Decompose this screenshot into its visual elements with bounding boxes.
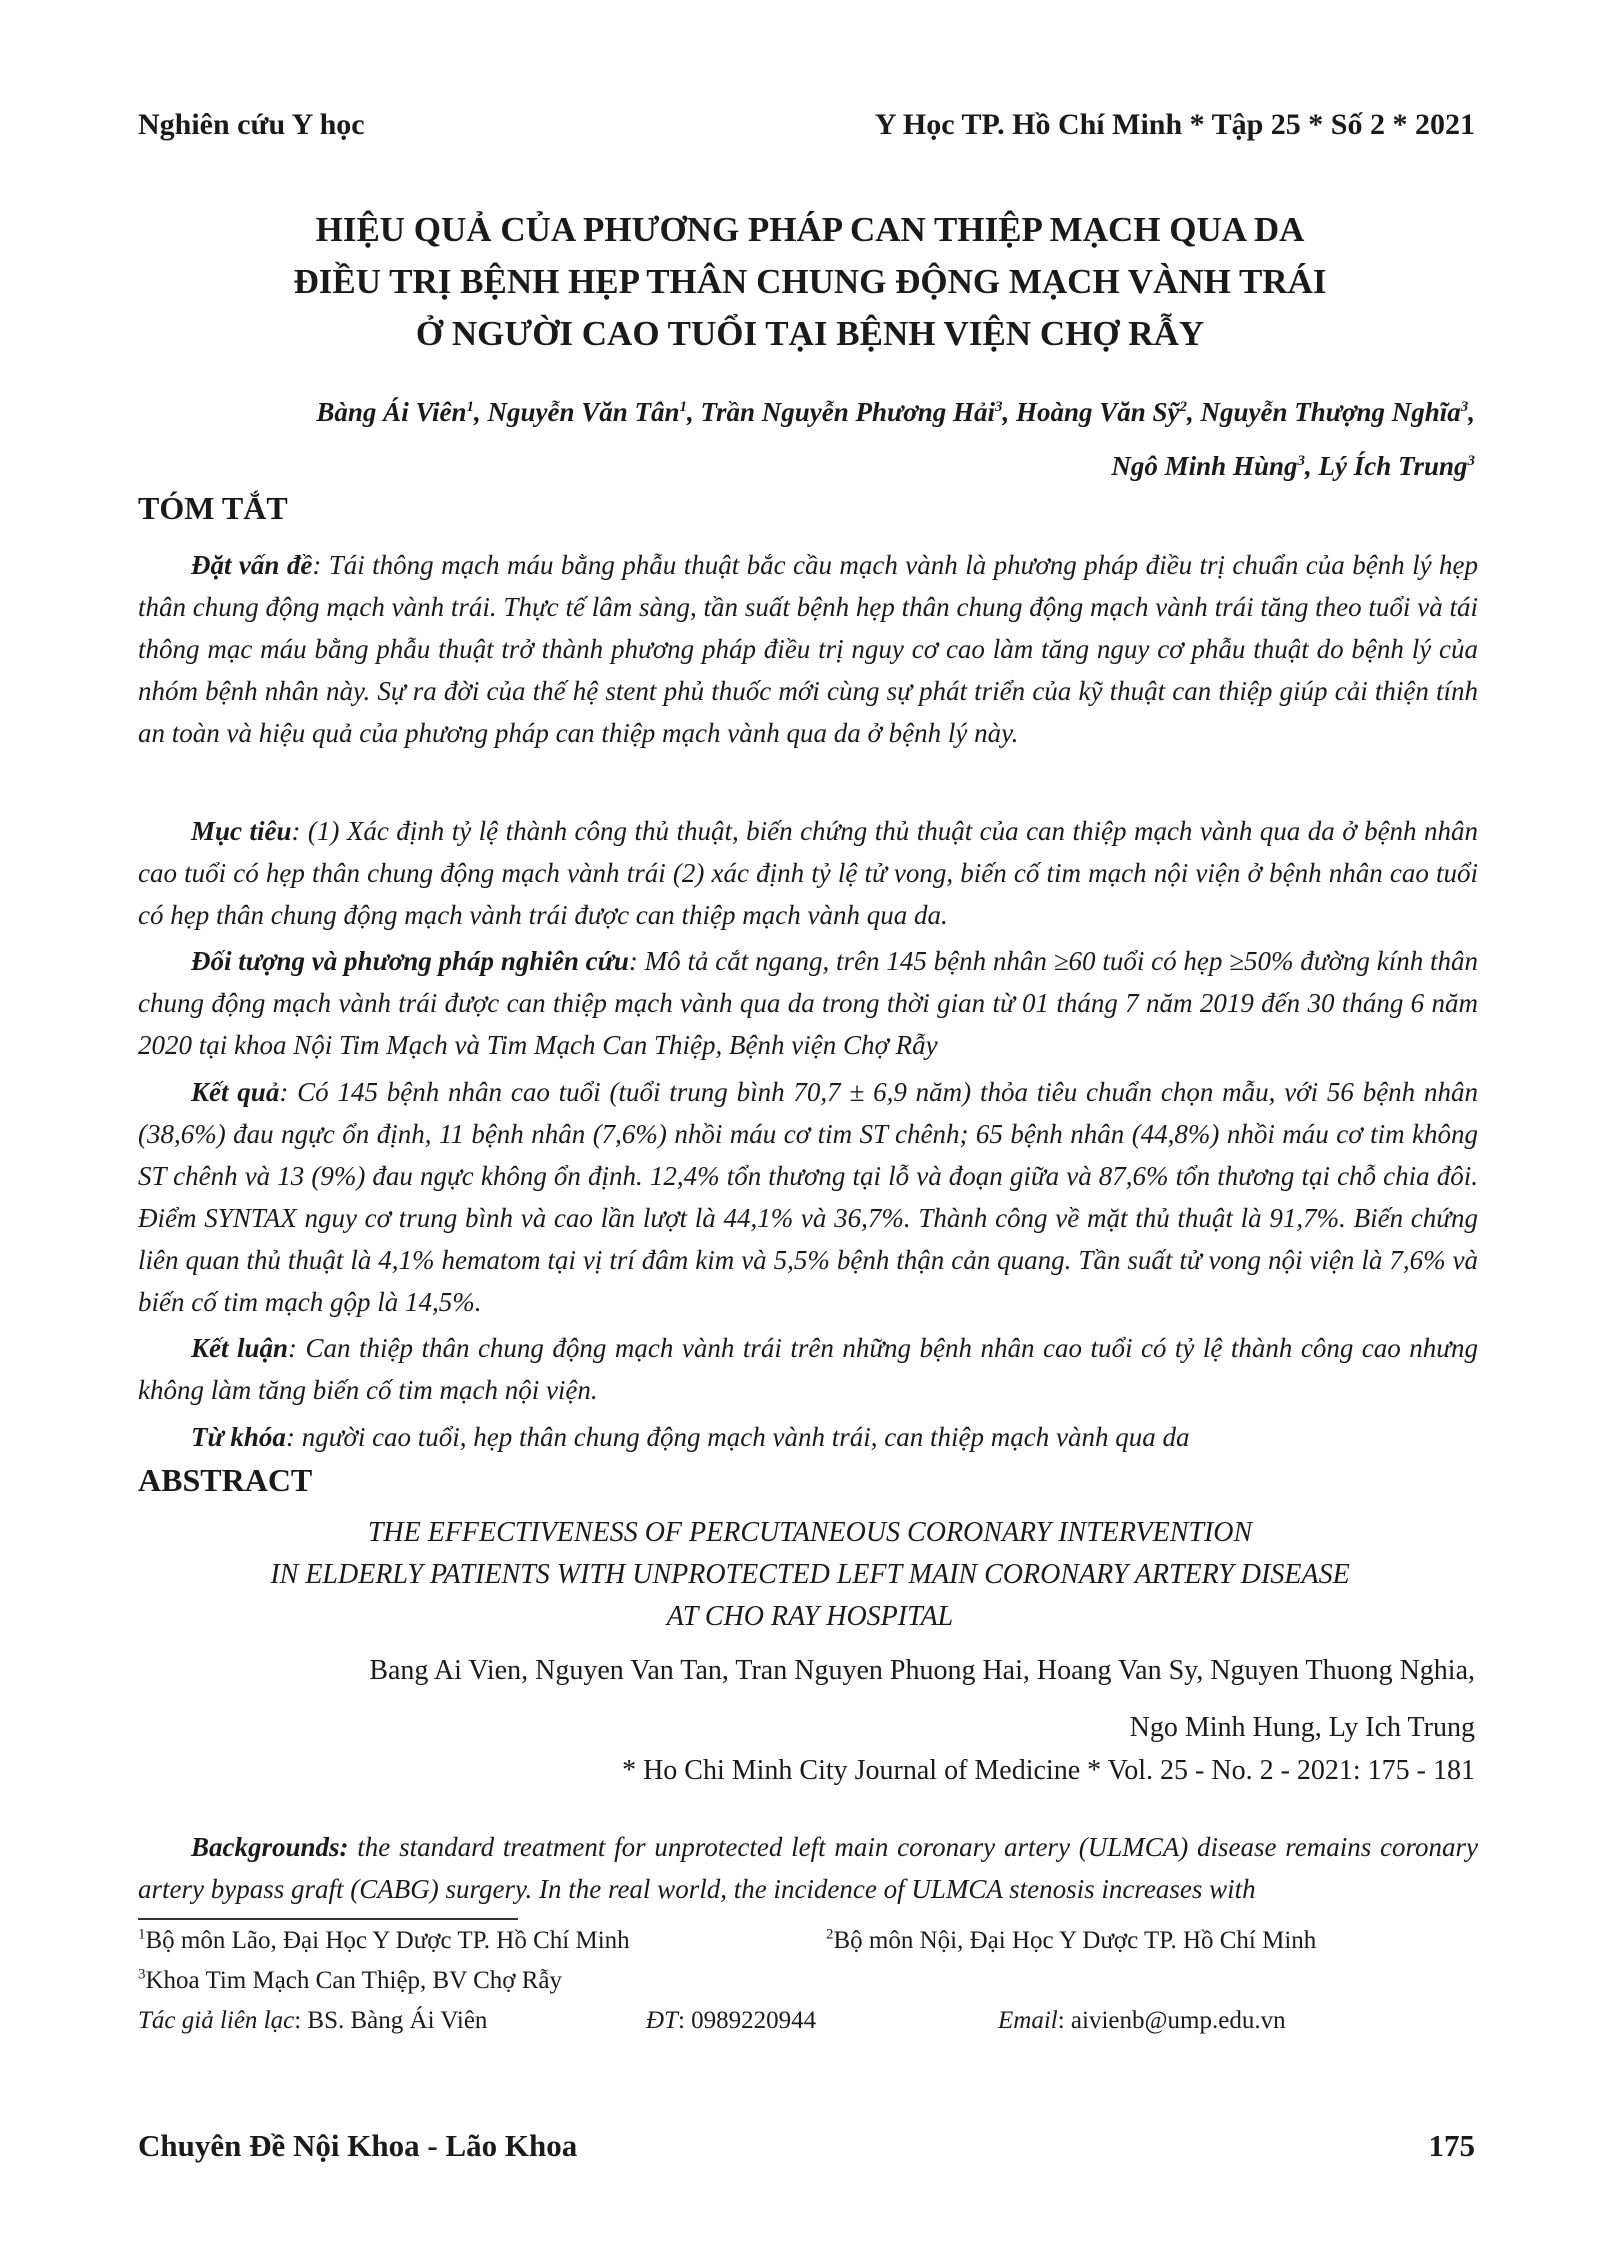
article-title xyxy=(130,204,1490,360)
affiliation-text: Bộ môn Nội, Đại Học Y Dược TP. Hồ Chí Minh xyxy=(833,1927,1317,1954)
author-affiliation-mark: 3 xyxy=(1467,453,1475,469)
abstract-vi-background xyxy=(138,544,1478,754)
english-title-line: AT CHO RAY HOSPITAL xyxy=(666,1601,954,1632)
contact-phone-label: ĐT xyxy=(646,2007,678,2034)
author-name: Hoàng Văn Sỹ xyxy=(1015,397,1180,427)
authors-line xyxy=(95,385,1475,439)
paragraph-text: người cao tuổi, hẹp thân chung động mạch vành trái, can thiệp mạch vành qua da xyxy=(301,1422,1190,1452)
paragraph-label: Backgrounds: xyxy=(191,1832,349,1862)
running-header-left: Nghiên cứu Y học xyxy=(138,108,365,141)
label-separator: : xyxy=(279,1077,298,1107)
affiliation-text: Khoa Tim Mạch Can Thiệp, BV Chợ Rẫy xyxy=(145,1967,562,1994)
paragraph-text: Có 145 bệnh nhân cao tuổi (tuổi trung bình 70,7 ± 6,9 năm) thỏa tiêu chuẩn chọn mẫu, với 56 bệnh nhân (38,6%) đau ngực ổn định, 11 bệnh nhân (7,6%) nhồi máu cơ tim ST chênh; 65 bệnh nhân (44,8%) nhồi máu cơ tim không ST chênh và 13 (9%) đau ngực không ổn định. 12,4% tổn thương tại lỗ và đoạn giữa và 87,6% tổn thương tại chỗ chia đôi. Điểm SYNTAX nguy cơ trung bình và cao lần lượt là 44,1% và 36,7%. Thành công về mặt thủ thuật là 91,7%. Biến chứng liên quan thủ thuật là 4,1% hematom tại vị trí đâm kim và 5,5% bệnh thận cản quang. Tần suất tử vong nội viện là 7,6% và biến cố tim mạch gộp là 14,5%. xyxy=(138,1077,1478,1317)
author-name: Ngô Minh Hùng xyxy=(1111,451,1298,481)
paragraph-text: Tái thông mạch máu bằng phẫu thuật bắc cầu mạch vành là phương pháp điều trị chuẩn của bệnh lý hẹp thân chung động mạch vành trái. Thực tế lâm sàng, tần suất bệnh hẹp thân chung động mạch vành trái tăng theo tuổi và tái thông mạc máu bằng phẫu thuật trở thành phương pháp điều trị nguy cơ cao làm tăng nguy cơ phẫu thuật do bệnh lý của nhóm bệnh nhân này. Sự ra đời của thế hệ stent phủ thuốc mới cùng sự phát triển của kỹ thuật can thiệp giúp cải thiện tính an toàn và hiệu quả của phương pháp can thiệp mạch vành qua da ở bệnh lý này. xyxy=(138,550,1478,748)
affiliation-mark: 3 xyxy=(138,1966,146,1983)
affiliation-footnote xyxy=(138,1967,562,1995)
author-name: Trần Nguyễn Phương Hải xyxy=(700,397,995,427)
title-line: ĐIỀU TRỊ BỆNH HẸP THÂN CHUNG ĐỘNG MẠCH VÀNH TRÁI xyxy=(293,262,1327,301)
affiliation-footnote xyxy=(138,1927,630,1955)
paragraph-label: Mục tiêu xyxy=(191,816,292,846)
authors-line: Bang Ai Vien, Nguyen Van Tan, Tran Nguyen Phuong Hai, Hoang Van Sy, Nguyen Thuong Nghia, xyxy=(369,1655,1475,1686)
authors-english xyxy=(95,1642,1475,1756)
english-title xyxy=(130,1512,1490,1638)
affiliation-mark: 1 xyxy=(138,1926,146,1943)
abstract-vi-results xyxy=(138,1071,1478,1323)
author-separator: , xyxy=(1468,397,1475,427)
author-affiliation-mark: 1 xyxy=(679,399,688,415)
author-separator: , xyxy=(1304,451,1319,481)
paragraph-label: Đối tượng và phương pháp nghiên cứu xyxy=(191,946,629,976)
english-title-line: THE EFFECTIVENESS OF PERCUTANEOUS CORONARY INTERVENTION xyxy=(367,1517,1253,1548)
contact-email-value: : aivienb@ump.edu.vn xyxy=(1057,2007,1286,2034)
contact-author xyxy=(138,2007,487,2035)
english-title-line: IN ELDERLY PATIENTS WITH UNPROTECTED LEFT MAIN CORONARY ARTERY DISEASE xyxy=(270,1559,1350,1590)
author-separator: , xyxy=(1002,397,1016,427)
contact-phone xyxy=(646,2007,816,2035)
abstract-vi-conclusion xyxy=(138,1327,1478,1411)
footnote-rule xyxy=(138,1918,518,1920)
abstract-vi-keywords xyxy=(138,1416,1478,1458)
label-separator: : xyxy=(628,946,645,976)
contact-author-label: Tác giả liên lạc xyxy=(138,2007,295,2034)
author-separator: , xyxy=(687,397,701,427)
label-separator: : xyxy=(291,816,308,846)
contact-email-label: Email xyxy=(998,2007,1058,2034)
contact-phone-value: : 0989220944 xyxy=(677,2007,817,2034)
author-affiliation-mark: 3 xyxy=(1460,399,1469,415)
section-heading-abstract: ABSTRACT xyxy=(138,1462,313,1498)
contact-email xyxy=(998,2007,1286,2035)
contact-author-value: : BS. Bàng Ái Viên xyxy=(294,2007,488,2034)
running-footer-left: Chuyên Đề Nội Khoa - Lão Khoa xyxy=(138,2128,578,2163)
paragraph-text: (1) Xác định tỷ lệ thành công thủ thuật, biến chứng thủ thuật của can thiệp mạch vành qua da ở bệnh nhân cao tuổi có hẹp thân chung động mạch vành trái (2) xác định tỷ lệ tử vong, biến cố tim mạch nội viện ở bệnh nhân cao tuổi có hẹp thân chung động mạch vành trái được can thiệp mạch vành qua da. xyxy=(138,816,1479,930)
affiliation-text: Bộ môn Lão, Đại Học Y Dược TP. Hồ Chí Minh xyxy=(145,1927,630,1954)
paragraph-text: Mô tả cắt ngang, trên 145 bệnh nhân ≥60 tuổi có hẹp ≥50% đường kính thân chung động mạch vành trái được can thiệp mạch vành qua da trong thời gian từ 01 tháng 7 năm 2019 đến 30 tháng 6 năm 2020 tại khoa Nội Tim Mạch và Tim Mạch Can Thiệp, Bệnh viện Chợ Rẫy xyxy=(138,946,1478,1060)
label-separator: : xyxy=(285,1422,302,1452)
paragraph-text: Can thiệp thân chung động mạch vành trái trên những bệnh nhân cao tuổi có tỷ lệ thành công cao nhưng không làm tăng biến cố tim mạch nội viện. xyxy=(138,1333,1478,1405)
author-affiliation-mark: 2 xyxy=(1179,399,1188,415)
title-line: Ở NGƯỜI CAO TUỔI TẠI BỆNH VIỆN CHỢ RẪY xyxy=(415,314,1205,353)
abstract-en-background xyxy=(138,1826,1478,1910)
paragraph-label: Từ khóa xyxy=(191,1422,286,1452)
paragraph-label: Đặt vấn đề xyxy=(191,550,313,580)
abstract-vi-methods xyxy=(138,940,1478,1066)
author-name: Nguyễn Văn Tân xyxy=(487,397,680,427)
author-affiliation-mark: 3 xyxy=(994,399,1003,415)
author-name: Lý Ích Trung xyxy=(1318,451,1468,481)
author-separator: , xyxy=(1187,397,1201,427)
abstract-vi-objective xyxy=(138,810,1478,936)
authors-line: Ngo Minh Hung, Ly Ich Trung xyxy=(1129,1712,1475,1743)
label-separator: : xyxy=(312,550,329,580)
label-separator: : xyxy=(288,1333,306,1363)
paragraph-text: the standard treatment for unprotected left main coronary artery (ULMCA) disease remains coronary artery bypass graft (CABG) surgery. In the real world, the incidence of ULMCA stenosis increases with xyxy=(138,1832,1478,1904)
author-affiliation-mark: 1 xyxy=(466,399,474,415)
authors-line xyxy=(95,439,1475,493)
section-heading-tomtat: TÓM TẮT xyxy=(138,490,288,526)
author-separator: , xyxy=(473,397,488,427)
paragraph-label: Kết luận xyxy=(191,1333,289,1363)
affiliation-footnote xyxy=(826,1927,1316,1955)
affiliation-mark: 2 xyxy=(826,1926,834,1943)
author-name: Bàng Ái Viên xyxy=(316,397,467,427)
author-affiliation-mark: 3 xyxy=(1297,453,1305,469)
author-name: Nguyễn Thượng Nghĩa xyxy=(1200,397,1461,427)
authors-vietnamese xyxy=(95,385,1475,493)
title-line: HIỆU QUẢ CỦA PHƯƠNG PHÁP CAN THIỆP MẠCH QUA DA xyxy=(315,210,1305,249)
page-number: 175 xyxy=(1428,2128,1475,2163)
journal-citation: * Ho Chi Minh City Journal of Medicine * Vol. 25 - No. 2 - 2021: 175 - 181 xyxy=(622,1755,1475,1786)
running-header-right: Y Học TP. Hồ Chí Minh * Tập 25 * Số 2 * 2021 xyxy=(874,108,1475,141)
paragraph-label: Kết quả xyxy=(191,1077,280,1107)
